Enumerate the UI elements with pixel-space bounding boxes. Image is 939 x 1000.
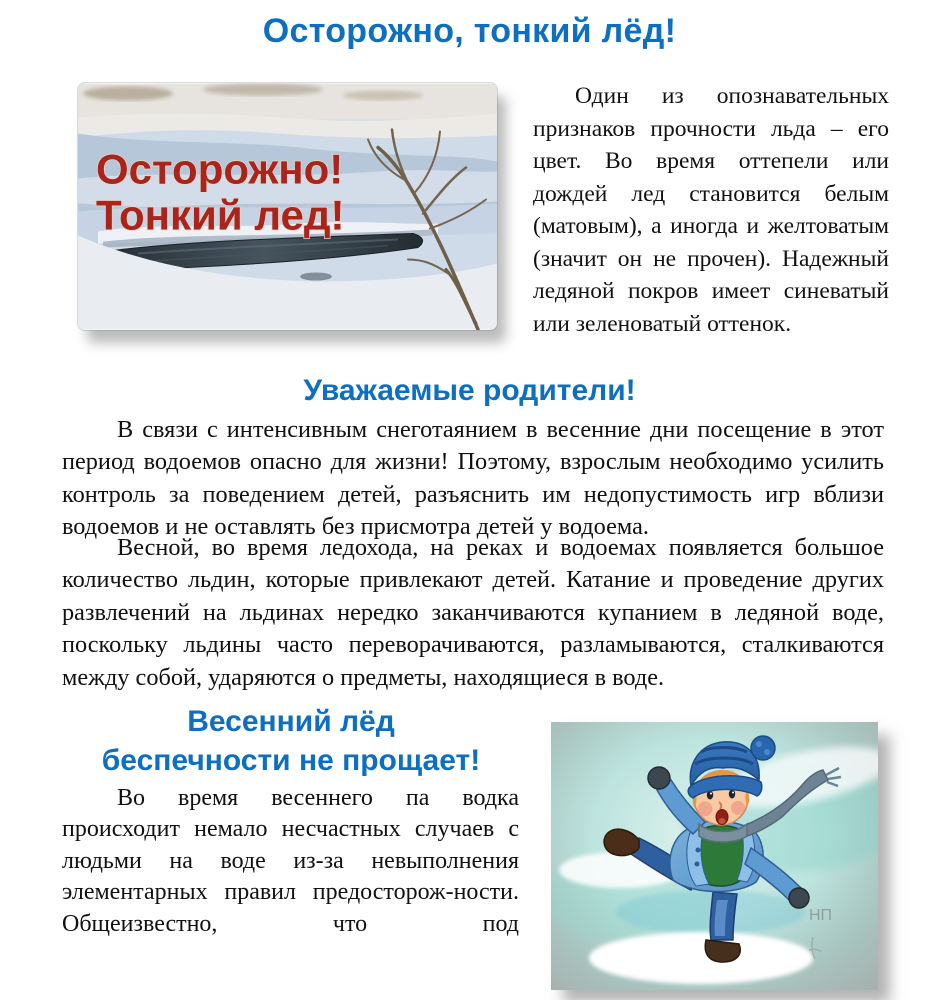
left-mitten [648, 767, 670, 789]
artist-signature: НП [809, 907, 833, 924]
shore-bushes [83, 87, 173, 101]
spring-heading-line2: беспечности не прощает! [101, 744, 481, 777]
right-boot [705, 940, 740, 962]
snow-mound-bottom [589, 932, 813, 984]
ice-photo-illustration [78, 83, 497, 330]
page-title: Осторожно, тонкий лёд! [262, 12, 677, 50]
right-mitten [789, 888, 809, 908]
intro-paragraph: Один из опознавательных признаков прочности льда – его цвет. Во время оттепели или дождей лед становится белым (матовым), а иногда и желтоватым (значит он не прочен). Надежный ледяной покров имеет синеватый или зеленоватый оттенок. [533, 83, 889, 337]
photo-warning-line2: Тонкий лед! [96, 191, 345, 239]
thin-ice-photo [78, 83, 497, 330]
parents-heading: Уважаемые родители! [303, 374, 636, 407]
spring-heading-line1: Весенний лёд [187, 705, 395, 738]
slipping-child-illustration [551, 722, 878, 990]
pompom [751, 736, 775, 760]
spring-heading [62, 702, 520, 780]
parents-paragraph-1: В связи с интенсивным снеготаянием в весенние дни посещение в этот период водоемов опасно для жизни! Поэтому, взрослым необходимо усилить контроль за поведением детей, разъяснить им недопустимость игр вблизи водоемов и не оставлять без присмотра детей у водоема. [62, 416, 884, 541]
slipping-child-drawing [551, 722, 878, 990]
parents-paragraph-2: Весной, во время ледохода, на реках и водоемах появляется большое количество льдин, которые привлекают детей. Катание и проведение других развлечений на льдинах нередко заканчиваются купанием в ледяной воде, поскольку льдины часто переворачиваются, разламываются, сталкиваются между собой, ударяются о предметы, находящиеся в воде. [62, 534, 884, 691]
photo-warning-line1: Осторожно! [96, 145, 344, 193]
spring-paragraph: Во время весеннего па водка происходит немало несчастных случаев с людьми на воде из-за невыполнения элементарных правил предосторож-ности. Общеизвестно, что под [62, 785, 519, 937]
